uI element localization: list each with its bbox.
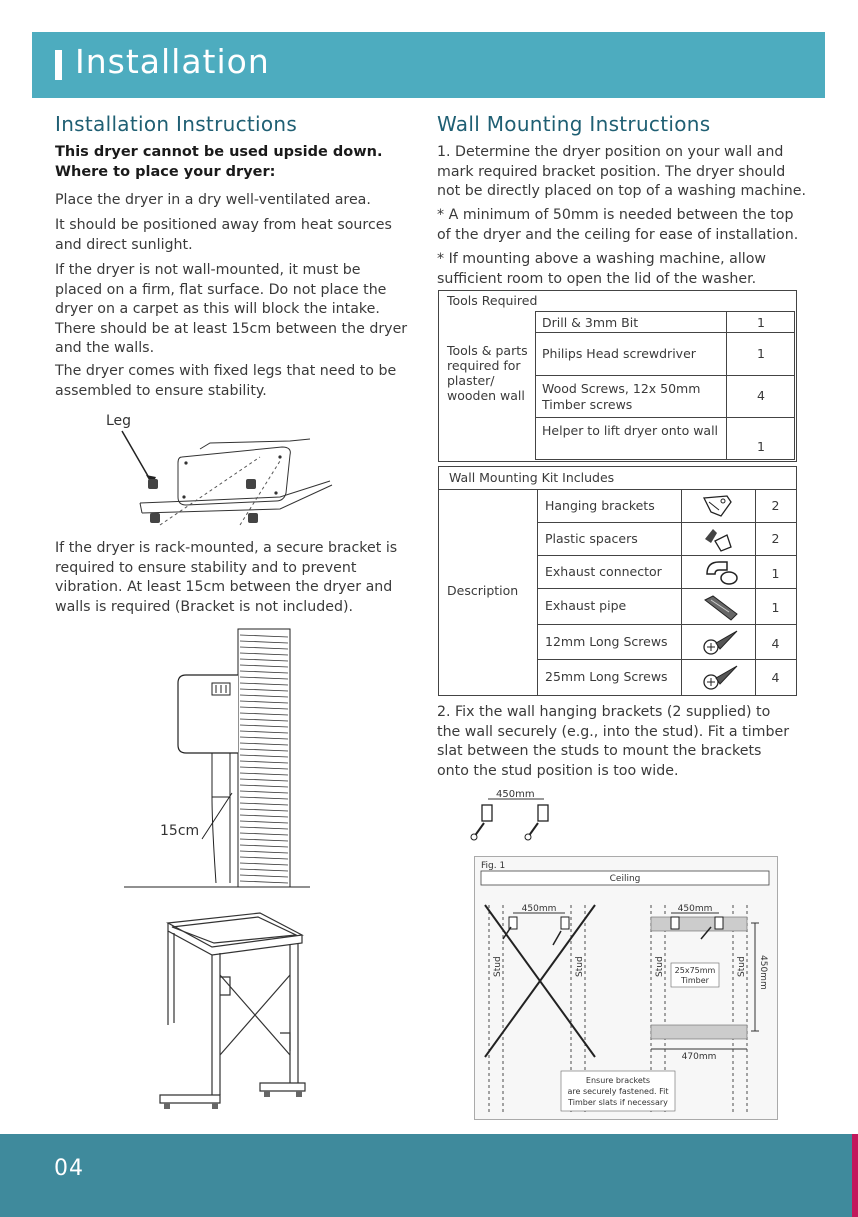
warning-line: This dryer cannot be used upside down. [55,144,383,160]
wall-mounted-dryer-illustration [120,625,315,890]
header-accent-bar [55,50,62,80]
warning-line: Where to place your dryer: [55,164,276,180]
leg-label: Leg [106,413,132,429]
dim-b-label: 450mm [677,904,713,914]
tools-table-title: Tools Required [447,293,538,308]
heat-paragraph [55,216,392,255]
timber-label: 25x75mm [674,966,716,975]
tools-required-table [438,290,797,462]
kit-item-qty: 2 [771,498,780,513]
legs-paragraph [55,362,396,401]
note-line: Timber slats if necessary [568,1098,668,1107]
tool-name: Wood Screws, 12x 50mm Timber screws [542,381,701,412]
kit-group-label: Description [447,583,519,598]
tools-row [535,418,795,460]
text-line: It should be positioned away from heat sources [55,217,392,233]
stud-label: Stud [493,956,503,977]
divider [537,522,796,523]
text-line: and the walls. [55,340,155,356]
screw-icon [701,662,741,692]
text-line: * If mounting above a washing machine, allow [437,251,766,267]
note-line: are securely fastened. Fit [567,1087,669,1096]
text-line: 1. Determine the dryer position on your wall and [437,144,784,160]
wall-mounting-heading: Wall Mounting Instructions [437,112,711,136]
dim-a-label: 450mm [521,904,557,914]
figure-label: Fig. 1 [481,861,506,871]
rack-paragraph [55,539,397,617]
kit-item-qty: 4 [771,636,780,651]
text-line: 2. Fix the wall hanging brackets (2 supplied) to [437,704,771,720]
divider [537,555,796,556]
kit-table-title: Wall Mounting Kit Includes [449,470,615,485]
ceiling-label: Ceiling [609,874,641,884]
dryer-rack-illustration [140,905,315,1120]
tool-name: Helper to lift dryer onto wall [542,423,719,438]
tools-row [535,333,795,376]
clearance-label: 15cm [160,823,200,839]
figure-1-drawing [475,857,777,1119]
tool-qty: 1 [757,315,765,330]
upside-down-warning [55,142,382,182]
top-dimension-label: 450mm [496,789,535,800]
tool-qty: 1 [757,346,765,361]
page-number: 04 [54,1156,84,1181]
installation-instructions-heading: Installation Instructions [55,112,298,136]
text-line: not be directly placed on top of a washing machine. [437,183,807,199]
text-line: required to ensure stability and to prevent [55,559,357,576]
text-line: * A minimum of 50mm is needed between the top [437,207,794,223]
divider [537,624,796,625]
text-line: vibration. At least 15cm between the dryer and [55,579,393,595]
tools-row [535,376,795,418]
kit-item-name: 25mm Long Screws [545,669,668,684]
text-line: If the dryer is not wall-mounted, it must be [55,262,361,278]
figure-1 [474,856,778,1120]
tools-row [535,311,795,333]
text-line: mark required bracket position. The dryer should [437,163,786,180]
kit-item-name: Hanging brackets [545,498,655,513]
bracket-icon [701,492,735,520]
pipe-icon [701,592,741,622]
text-line: walls is required (Bracket is not included). [55,598,354,615]
footer-band [0,1134,858,1217]
divider [439,489,796,490]
timber-label: Timber [681,976,709,985]
text-line: There should be at least 15cm between the dryer [55,320,408,337]
page-title: Installation [75,42,270,81]
tool-name: Philips Head screwdriver [542,346,696,361]
vertical-dimension-label: 450mm [758,955,768,990]
wall-mounting-kit-table [438,466,797,696]
tool-qty: 4 [757,388,765,403]
screw-icon [701,627,741,657]
kit-item-qty: 4 [771,670,780,685]
divider [537,588,796,589]
text-line: If the dryer is rack-mounted, a secure bracket is [55,540,398,556]
placement-paragraph: Place the dryer in a dry well-ventilated area. [55,192,371,208]
divider [681,489,682,695]
divider [537,489,538,695]
text-line: sufficient room to open the lid of the washer. [437,270,757,287]
text-line: the wall securely (e.g., into the stud). Fit a timber [437,723,790,740]
kit-item-qty: 2 [771,531,780,546]
divider [537,659,796,660]
divider [755,489,756,695]
tool-name: Drill & 3mm Bit [542,315,639,330]
connector-icon [701,558,741,586]
tools-group-label: Tools & parts required for plaster/ wooden wall [447,343,528,403]
step2-paragraph [437,703,789,781]
kit-item-name: Exhaust connector [545,564,662,579]
kit-item-name: Exhaust pipe [545,598,627,613]
text-line: and direct sunlight. [55,236,193,253]
tools-rows [535,311,795,460]
stud-label: Stud [655,956,665,977]
text-line: The dryer comes with fixed legs that need to be [55,363,397,379]
step1-paragraph [437,143,806,202]
bottom-dimension-label: 470mm [681,1052,717,1062]
text-line: of the dryer and the ceiling for ease of installation. [437,226,799,243]
text-line: placed on a firm, flat surface. Do not place the [55,281,387,298]
note-line: Ensure brackets [585,1076,651,1085]
kit-item-name: 12mm Long Screws [545,634,668,649]
dryer-legs-illustration [100,405,350,540]
kit-item-qty: 1 [771,600,780,615]
text-line: assembled to ensure stability. [55,382,267,399]
washer-note [437,250,766,289]
kit-item-name: Plastic spacers [545,531,638,546]
footer-edge-accent [852,1134,858,1217]
kit-item-qty: 1 [771,566,780,581]
tool-qty: 1 [757,439,765,454]
stud-label: Stud [737,956,747,977]
ceiling-note [437,206,798,245]
stud-label: Stud [575,956,585,977]
text-line: slat between the studs to mount the brackets [437,743,762,759]
surface-paragraph [55,261,407,359]
spacer-icon [701,525,735,553]
text-line: onto the stud position is too wide. [437,762,679,779]
bracket-spacing-illustration [468,785,558,855]
text-line: dryer on a carpet as this will block the intake. [55,301,380,317]
